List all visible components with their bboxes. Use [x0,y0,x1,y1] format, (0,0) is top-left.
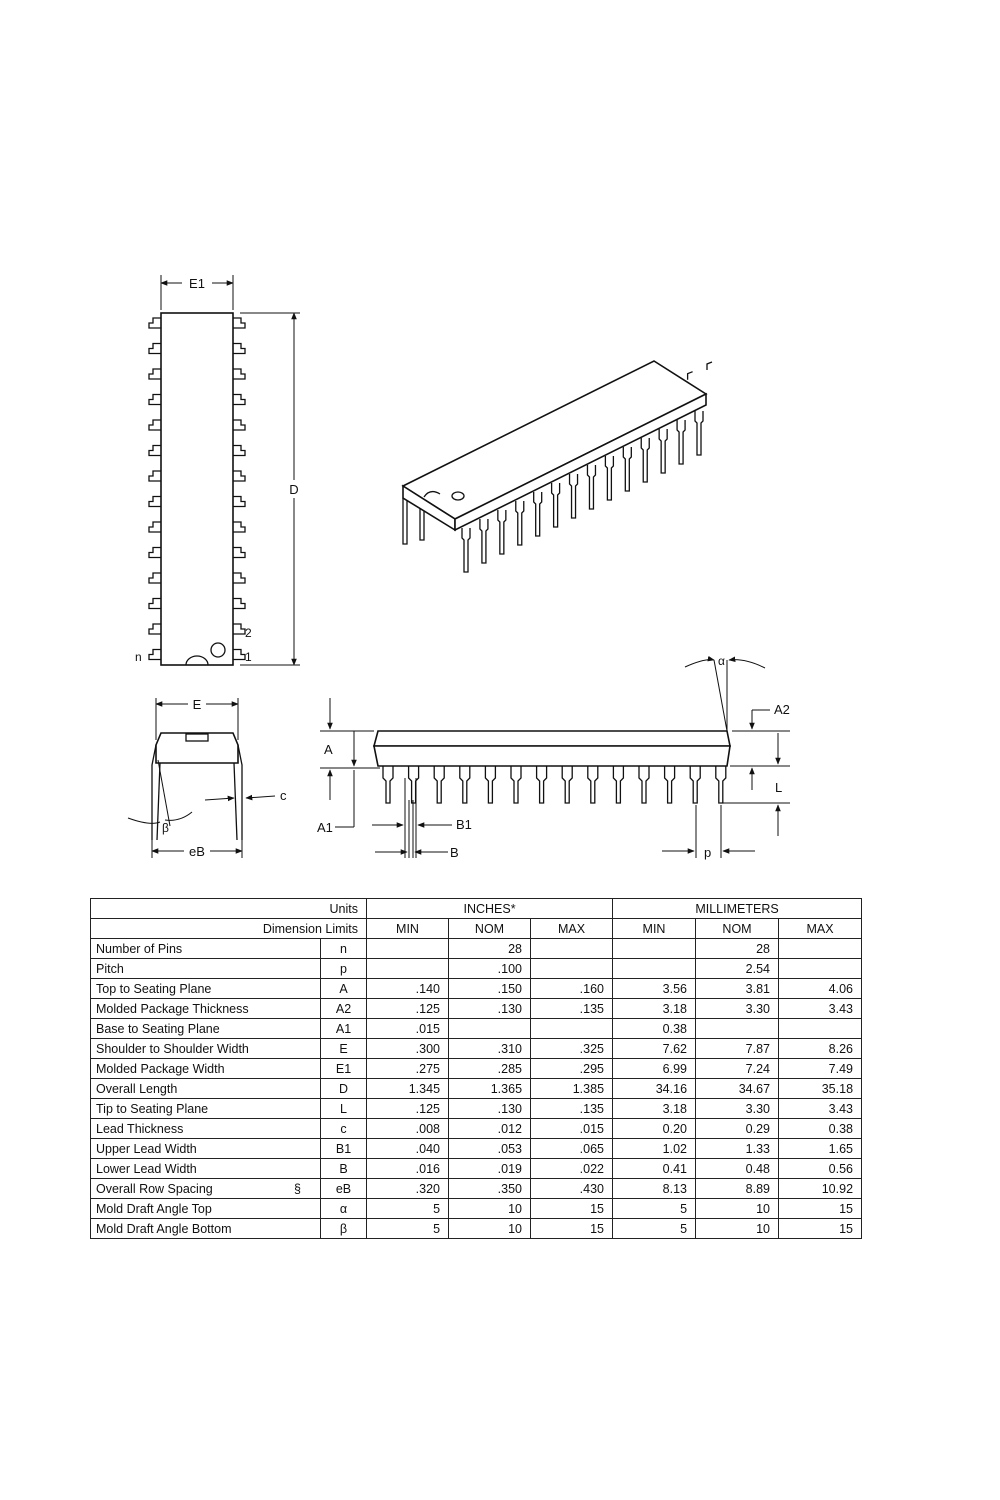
side-pin [511,766,521,803]
row-name-cell [91,959,321,979]
row-note [301,1142,315,1156]
table-row [91,1019,862,1039]
side-pin [537,766,547,803]
cell-mm-max: 0.56 [779,1159,862,1179]
cell-mm-max: 15 [779,1219,862,1239]
iso-pin-front [552,483,560,527]
cell-in-nom: .012 [449,1119,531,1139]
cell-mm-max [779,939,862,959]
iso-pin-front [659,429,667,473]
cell-in-min: 1.345 [367,1079,449,1099]
top-pin-right [233,471,245,481]
header-inches: INCHES* [367,899,613,919]
cell-mm-min: 3.18 [613,1099,696,1119]
cell-mm-nom: 0.29 [696,1119,779,1139]
row-symbol: β [321,1219,367,1239]
cell-in-max: .135 [531,1099,613,1119]
cell-in-min: 5 [367,1199,449,1219]
cell-mm-min: 3.18 [613,999,696,1019]
cell-mm-min: 0.38 [613,1019,696,1039]
cell-in-min: 5 [367,1219,449,1239]
side-pin [409,766,419,803]
header-mm-nom: NOM [696,919,779,939]
top-pin-right [233,650,245,660]
iso-pin-front [462,528,470,572]
cell-in-max: .430 [531,1179,613,1199]
table-row [91,1139,862,1159]
iso-pin-front [570,474,578,518]
row-name: Shoulder to Shoulder Width [96,1041,249,1056]
row-name-cell [91,1139,321,1159]
top-pin-left [149,344,161,354]
cell-in-min: .320 [367,1179,449,1199]
row-name: Base to Seating Plane [96,1021,220,1036]
cell-mm-nom: 3.30 [696,1099,779,1119]
top-pin-right [233,318,245,328]
label-E: E [192,697,202,712]
end-view-body [156,733,238,763]
row-note [301,1002,315,1016]
cell-mm-min: 0.20 [613,1119,696,1139]
cell-in-max [531,959,613,979]
cell-mm-nom [696,1019,779,1039]
row-note [301,1122,315,1136]
top-view-body [161,313,233,665]
cell-in-min: .125 [367,999,449,1019]
label-A1: A1 [317,820,333,835]
cell-mm-min: 0.41 [613,1159,696,1179]
cell-mm-min: 1.02 [613,1139,696,1159]
row-symbol: A2 [321,999,367,1019]
top-pin-left [149,650,161,660]
label-B1: B1 [456,817,472,832]
cell-mm-nom: 7.87 [696,1039,779,1059]
cell-in-nom: .285 [449,1059,531,1079]
row-name-cell [91,1119,321,1139]
cell-in-max: .135 [531,999,613,1019]
iso-pin-corner [420,508,424,540]
top-pin-left [149,497,161,507]
cell-mm-max: 1.65 [779,1139,862,1159]
row-symbol: E [321,1039,367,1059]
row-name-cell [91,1199,321,1219]
cell-in-max [531,1019,613,1039]
cell-in-min: .125 [367,1099,449,1119]
label-alpha: α [718,654,725,668]
row-name: Number of Pins [96,941,183,956]
row-note [301,982,315,996]
cell-in-min: .016 [367,1159,449,1179]
cell-mm-max [779,959,862,979]
cell-in-nom: .019 [449,1159,531,1179]
label-n: n [135,650,142,664]
row-name-cell [91,1019,321,1039]
top-pin-right [233,573,245,583]
cell-mm-nom: 2.54 [696,959,779,979]
iso-pin-corner [403,498,407,544]
row-name: Mold Draft Angle Top [96,1201,212,1216]
label-beta: β [162,821,169,835]
header-units: Units [91,899,367,919]
isometric-view [403,361,712,572]
cell-mm-nom: 10 [696,1219,779,1239]
row-note [301,1162,315,1176]
top-pin-right [233,369,245,379]
cell-in-min: .040 [367,1139,449,1159]
side-pin [383,766,393,803]
table-row [91,1179,862,1199]
cell-in-max: 1.385 [531,1079,613,1099]
label-A: A [324,742,333,757]
cell-mm-max: 3.43 [779,1099,862,1119]
cell-in-min: .300 [367,1039,449,1059]
row-note [301,1222,315,1236]
cell-mm-min: 7.62 [613,1039,696,1059]
header-in-min: MIN [367,919,449,939]
table-body [91,939,862,1239]
side-pin [690,766,700,803]
cell-in-nom: 10 [449,1219,531,1239]
top-pin-right [233,522,245,532]
cell-in-nom: .350 [449,1179,531,1199]
table-row [91,1219,862,1239]
cell-mm-nom: 28 [696,939,779,959]
cell-in-max: .015 [531,1119,613,1139]
cell-mm-max: 10.92 [779,1179,862,1199]
table-row [91,1079,862,1099]
cell-mm-nom: 0.48 [696,1159,779,1179]
cell-in-nom: .053 [449,1139,531,1159]
header-mm-max: MAX [779,919,862,939]
cell-in-nom: 10 [449,1199,531,1219]
label-pin1: 1 [245,650,252,664]
row-symbol: B [321,1159,367,1179]
cell-in-nom: .310 [449,1039,531,1059]
row-symbol: E1 [321,1059,367,1079]
row-note [301,1102,315,1116]
row-symbol: D [321,1079,367,1099]
row-name: Upper Lead Width [96,1141,197,1156]
cell-mm-nom: 1.33 [696,1139,779,1159]
cell-mm-min [613,939,696,959]
top-pin-left [149,573,161,583]
cell-in-min [367,959,449,979]
label-D: D [289,482,299,497]
cell-mm-min: 6.99 [613,1059,696,1079]
cell-mm-max: 0.38 [779,1119,862,1139]
top-pin-right [233,395,245,405]
label-E1: E1 [189,276,205,291]
cell-in-nom: .130 [449,999,531,1019]
table-row [91,1199,862,1219]
row-note [301,1062,315,1076]
table-row [91,999,862,1019]
cell-mm-max: 8.26 [779,1039,862,1059]
iso-pin-front [695,411,703,455]
header-dimension-limits: Dimension Limits [91,919,367,939]
cell-in-nom: .130 [449,1099,531,1119]
table-row [91,1059,862,1079]
row-name-cell [91,979,321,999]
cell-mm-nom: 7.24 [696,1059,779,1079]
side-pin [613,766,623,803]
label-B: B [450,845,459,860]
row-name: Overall Length [96,1081,178,1096]
top-pin-right [233,599,245,609]
label-L: L [775,780,783,795]
iso-pin-front [480,519,488,563]
cell-in-nom: .100 [449,959,531,979]
row-name-cell [91,939,321,959]
table-row [91,1119,862,1139]
iso-pin-front [587,465,595,509]
label-pin2: 2 [245,626,252,640]
header-mm-min: MIN [613,919,696,939]
top-view [135,275,300,665]
row-symbol: eB [321,1179,367,1199]
row-symbol: B1 [321,1139,367,1159]
row-symbol: p [321,959,367,979]
cell-in-min [367,939,449,959]
top-pin-left [149,471,161,481]
cell-mm-min: 3.56 [613,979,696,999]
row-name-cell [91,1079,321,1099]
cell-in-min: .275 [367,1059,449,1079]
iso-pin-front [534,492,542,536]
cell-in-max: .065 [531,1139,613,1159]
row-name: Tip to Seating Plane [96,1101,209,1116]
row-name-cell [91,1039,321,1059]
iso-pin-front [677,420,685,464]
cell-in-nom: .150 [449,979,531,999]
dimension-table [90,898,862,1239]
cell-mm-max: 4.06 [779,979,862,999]
cell-in-max: 15 [531,1199,613,1219]
table-header-row-limits [91,919,862,939]
top-pin-left [149,522,161,532]
side-pin [639,766,649,803]
row-name-cell [91,999,321,1019]
cell-mm-nom: 3.81 [696,979,779,999]
iso-pin-front [641,438,649,482]
table-row [91,939,862,959]
iso-pin-front [516,501,524,545]
top-pin-left [149,318,161,328]
cell-in-nom: 28 [449,939,531,959]
row-name-cell [91,1179,321,1199]
cell-mm-max: 15 [779,1199,862,1219]
cell-mm-max: 3.43 [779,999,862,1019]
label-p: p [704,845,712,860]
end-view [128,697,287,859]
cell-mm-min: 8.13 [613,1179,696,1199]
label-eB: eB [189,844,205,859]
row-name: Lead Thickness [96,1121,184,1136]
row-note: § [294,1181,301,1196]
row-note [301,1202,315,1216]
cell-in-min: .140 [367,979,449,999]
cell-mm-min: 34.16 [613,1079,696,1099]
row-name: Top to Seating Plane [96,981,212,996]
header-in-nom: NOM [449,919,531,939]
cell-mm-max [779,1019,862,1039]
row-name-cell [91,1099,321,1119]
row-name: Pitch [96,961,124,976]
header-millimeters: MILLIMETERS [613,899,862,919]
cell-in-max: .022 [531,1159,613,1179]
row-name: Molded Package Thickness [96,1001,249,1016]
cell-in-min: .008 [367,1119,449,1139]
header-in-max: MAX [531,919,613,939]
top-pin-right [233,420,245,430]
row-name: Overall Row Spacing [96,1181,213,1196]
row-name-cell [91,1059,321,1079]
cell-in-nom [449,1019,531,1039]
cell-in-max [531,939,613,959]
row-symbol: α [321,1199,367,1219]
cell-mm-min: 5 [613,1219,696,1239]
iso-pin-front [605,456,613,500]
table-row [91,1099,862,1119]
top-pin-left [149,420,161,430]
table-row [91,1039,862,1059]
iso-pin-front [623,447,631,491]
row-symbol: A [321,979,367,999]
table-header-row-units [91,899,862,919]
top-pin-left [149,548,161,558]
side-pin [434,766,444,803]
row-symbol: L [321,1099,367,1119]
cell-in-nom: 1.365 [449,1079,531,1099]
top-pin-left [149,395,161,405]
top-pin-right [233,446,245,456]
side-pin [588,766,598,803]
side-pin [716,766,726,803]
top-pin-left [149,446,161,456]
top-pin-right [233,548,245,558]
side-view [317,654,790,860]
row-name: Lower Lead Width [96,1161,197,1176]
cell-mm-max: 7.49 [779,1059,862,1079]
side-pin [460,766,470,803]
side-pin [562,766,572,803]
row-symbol: n [321,939,367,959]
top-pin-left [149,369,161,379]
cell-mm-nom: 10 [696,1199,779,1219]
cell-in-max: .160 [531,979,613,999]
row-name-cell [91,1219,321,1239]
row-symbol: A1 [321,1019,367,1039]
row-note [301,1082,315,1096]
label-c: c [280,788,287,803]
row-note [301,962,315,976]
cell-in-max: 15 [531,1219,613,1239]
cell-mm-min: 5 [613,1199,696,1219]
cell-mm-min [613,959,696,979]
cell-mm-nom: 8.89 [696,1179,779,1199]
top-pin-left [149,624,161,634]
side-view-bottom [374,746,730,766]
side-pin [665,766,675,803]
side-view-top [374,731,730,746]
iso-pin-back [688,372,693,380]
table-row [91,1159,862,1179]
cell-mm-max: 35.18 [779,1079,862,1099]
cell-mm-nom: 3.30 [696,999,779,1019]
side-pin [485,766,495,803]
cell-in-max: .325 [531,1039,613,1059]
top-pin-right [233,497,245,507]
row-name-cell [91,1159,321,1179]
row-name: Molded Package Width [96,1061,225,1076]
top-pin-right [233,624,245,634]
row-symbol: c [321,1119,367,1139]
table-row [91,959,862,979]
table-row [91,979,862,999]
row-name: Mold Draft Angle Bottom [96,1221,232,1236]
label-A2: A2 [774,702,790,717]
cell-in-max: .295 [531,1059,613,1079]
cell-in-min: .015 [367,1019,449,1039]
top-pin-left [149,599,161,609]
side-view-pins [383,766,726,803]
row-note [301,942,315,956]
iso-pin-back [707,362,712,370]
iso-pin-front [498,510,506,554]
row-note [301,1022,315,1036]
top-pin-right [233,344,245,354]
cell-mm-nom: 34.67 [696,1079,779,1099]
row-note [301,1042,315,1056]
